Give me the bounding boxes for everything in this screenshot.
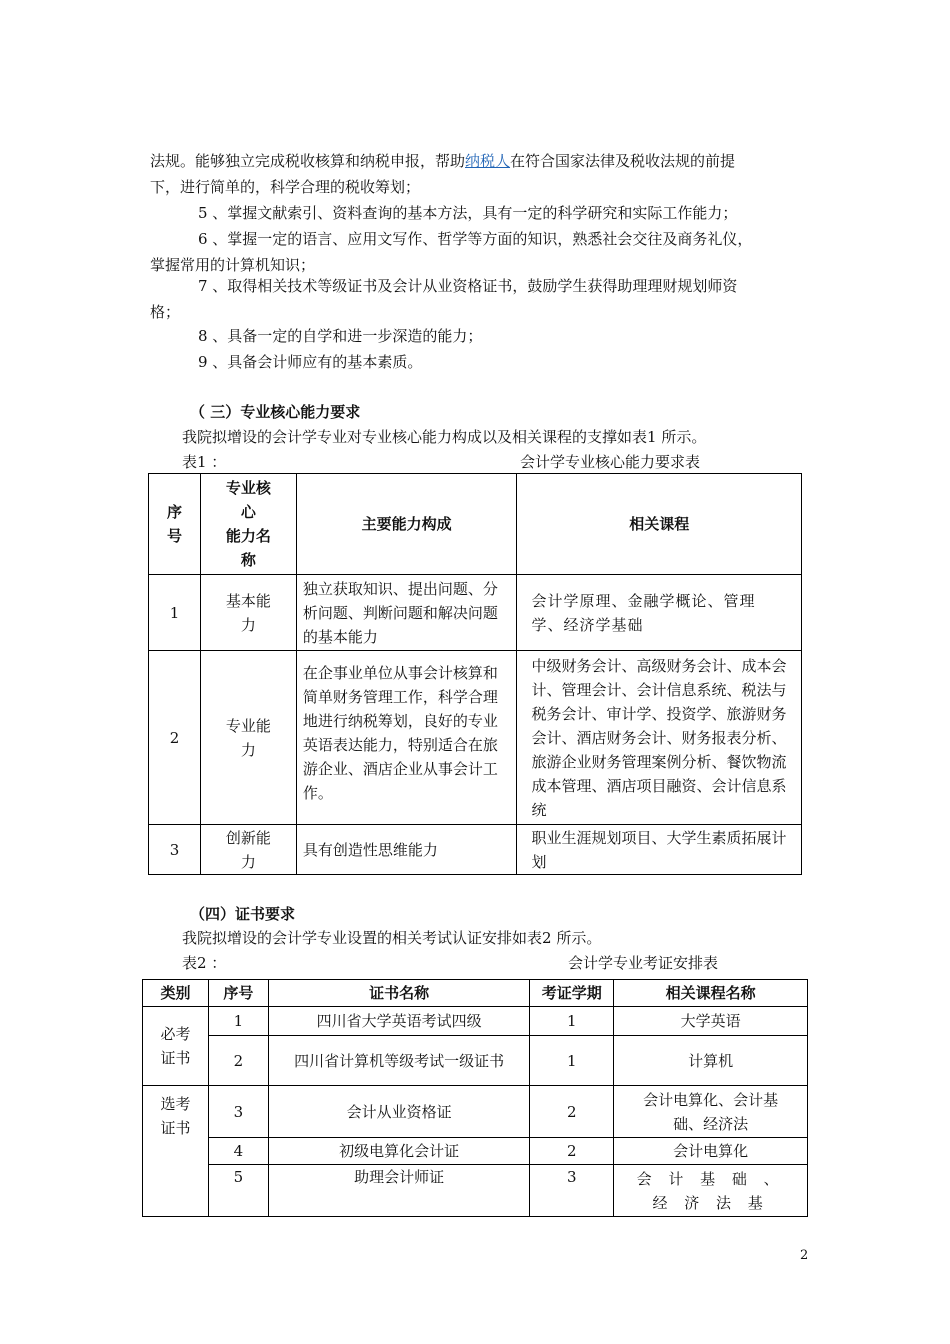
t2-cell-term: 1: [530, 1007, 614, 1036]
section4-text: 我院拟增设的会计学专业设置的相关考试认证安排如表2 所示。: [182, 929, 602, 947]
table1-title: 会计学专业核心能力要求表: [520, 453, 701, 471]
t2-cell-term: 1: [530, 1036, 614, 1086]
table-row: [143, 1007, 808, 1036]
t2-cell-course: 会 计 基 础 、经 济 法 基: [614, 1165, 808, 1217]
item-6a: 6 、掌握一定的语言、应用文写作、哲学等方面的知识，熟悉社会交往及商务礼仪，: [198, 230, 753, 248]
section3-heading: （ 三）专业核心能力要求: [190, 403, 361, 421]
t2-cell-term: 2: [530, 1138, 614, 1165]
t2-cell-no: 3: [208, 1086, 268, 1138]
item-8: 8 、具备一定的自学和进一步深造的能力；: [198, 327, 483, 345]
t1-header-courses: 相关课程: [517, 474, 802, 575]
table-row: [149, 825, 802, 875]
t1-cell-name: 基本能力: [200, 575, 296, 651]
t2-header-course: 相关课程名称: [614, 980, 808, 1007]
t2-cell-course: 会计电算化: [614, 1138, 808, 1165]
table1-label: 表1 ：: [182, 453, 227, 471]
t2-header-no: 序号: [208, 980, 268, 1007]
item-5: 5 、掌握文献索引、资料查询的基本方法，具有一定的科学研究和实际工作能力；: [198, 204, 738, 222]
t2-cell-cert: 会计从业资格证: [268, 1086, 530, 1138]
t1-cell-name: 专业能力: [200, 651, 296, 825]
t2-header-category: 类别: [143, 980, 209, 1007]
item-6b: 掌握常用的计算机知识；: [150, 256, 316, 274]
section4-heading: （四）证书要求: [190, 905, 296, 923]
t2-cell-cert: 四川省大学英语考试四级: [268, 1007, 530, 1036]
t2-cell-no: 4: [208, 1138, 268, 1165]
t1-cell-name: 创新能力: [200, 825, 296, 875]
t1-cell-ability: 在企事业单位从事会计核算和简单财务管理工作，科学合理地进行纳税筹划，良好的专业英语表达能力，特别适合在旅游企业、酒店企业从事会计工作。: [296, 651, 517, 825]
table-row: [149, 651, 802, 825]
t2-cell-cert: 助理会计师证: [268, 1165, 530, 1217]
table-row: [143, 1138, 808, 1165]
table-row: [149, 575, 802, 651]
table-row: [143, 1165, 808, 1217]
intro-line-1: [150, 148, 805, 174]
table-row: [143, 1036, 808, 1086]
t2-cell-term: 2: [530, 1086, 614, 1138]
t1-header-no: 序 号: [149, 474, 201, 575]
t1-cell-courses: 职业生涯规划项目、大学生素质拓展计划: [517, 825, 802, 875]
t2-header-term: 考证学期: [530, 980, 614, 1007]
item-9: 9 、具备会计师应有的基本素质。: [198, 353, 423, 371]
table-row: [143, 1086, 808, 1138]
t2-cell-course: 大学英语: [614, 1007, 808, 1036]
intro-line-2: 下，进行简单的，科学合理的税收筹划；: [150, 178, 421, 196]
table2-label: 表2 ：: [182, 954, 227, 972]
t1-cell-no: 2: [149, 651, 201, 825]
t2-cell-cert: 初级电算化会计证: [268, 1138, 530, 1165]
page-number: 2: [800, 1248, 809, 1263]
t1-cell-no: 3: [149, 825, 201, 875]
intro-text-b: 在符合国家法律及税收法规的前提: [510, 152, 736, 170]
t1-cell-ability: 具有创造性思维能力: [296, 825, 517, 875]
t2-cell-no: 1: [208, 1007, 268, 1036]
t2-cell-no: 5: [208, 1165, 268, 1217]
t1-cell-no: 1: [149, 575, 201, 651]
t1-header-ability: 主要能力构成: [296, 474, 517, 575]
t2-cell-course: 计算机: [614, 1036, 808, 1086]
table2-title: 会计学专业考证安排表: [568, 954, 719, 972]
t2-cell-course: 会计电算化、会计基础、经济法: [614, 1086, 808, 1138]
t2-group-required: 必考证书: [143, 1007, 209, 1086]
t2-group-optional: 选考证书: [143, 1086, 209, 1217]
core-ability-table: [148, 473, 802, 875]
t2-header-cert: 证书名称: [268, 980, 530, 1007]
t1-header-name: 专业核 心 能力名 称: [200, 474, 296, 575]
t1-cell-ability: 独立获取知识、提出问题、分析问题、判断问题和解决问题的基本能力: [296, 575, 517, 651]
t2-cell-term: 3: [530, 1165, 614, 1217]
t2-cell-cert: 四川省计算机等级考试一级证书: [268, 1036, 530, 1086]
t1-cell-courses: 中级财务会计、高级财务会计、成本会计、管理会计、会计信息系统、税法与税务会计、审计学、投资学、旅游财务会计、酒店财务会计、财务报表分析、旅游企业财务管理案例分析、餐饮物流成本管理、酒店项目融资、会计信息系统: [517, 651, 802, 825]
item-7a: 7 、取得相关技术等级证书及会计从业资格证书，鼓励学生获得助理理财规划师资: [198, 277, 738, 295]
t1-cell-courses: 会计学原理、金融学概论、管理学、经济学基础: [517, 575, 802, 651]
item-7b: 格；: [150, 303, 181, 321]
intro-text-a: 法规。能够独立完成税收核算和纳税申报，帮助: [150, 152, 466, 170]
taxpayer-link[interactable]: 纳税人: [465, 152, 511, 170]
certificate-table: [142, 979, 808, 1217]
section3-text: 我院拟增设的会计学专业对专业核心能力构成以及相关课程的支撑如表1 所示。: [182, 428, 707, 446]
t2-cell-no: 2: [208, 1036, 268, 1086]
